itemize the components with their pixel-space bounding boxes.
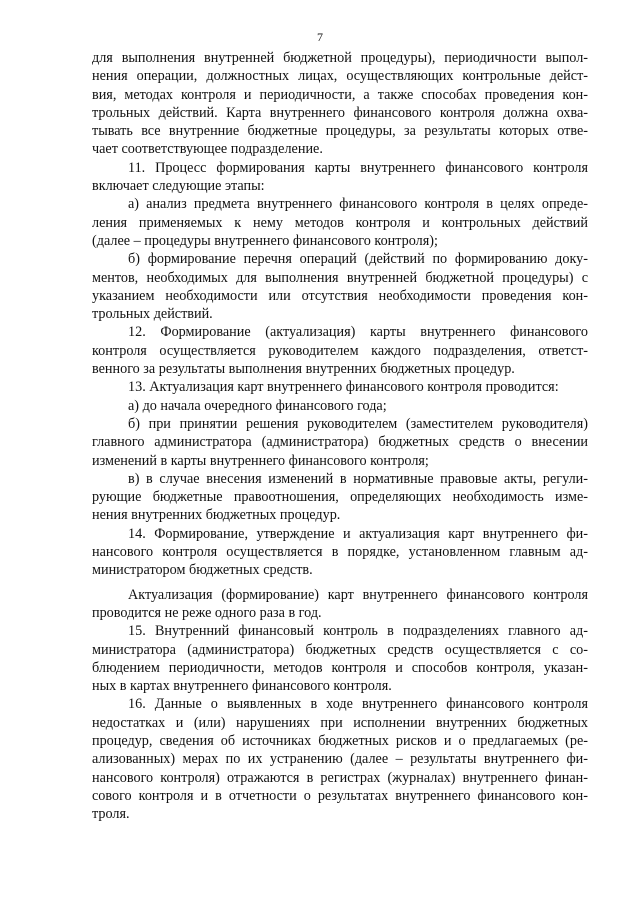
text-line: б) при принятии решения руководителем (заместителем руководителя) bbox=[128, 415, 588, 432]
text-line: нансового контроля осуществляется в порядке, установленном главным ад- bbox=[92, 544, 588, 561]
text-line: 12. Формирование (актуализация) карты внутреннего финансового bbox=[128, 324, 588, 341]
text-line: нения внутренних бюджетных процедур. bbox=[92, 507, 341, 524]
text-line: процедур, сведения об источниках бюджетных рисков и о предлагаемых (ре- bbox=[92, 732, 588, 749]
text-line: б) формирование перечня операций (действий по формированию доку- bbox=[128, 251, 588, 268]
text-line: рующие бюджетные правоотношения, определяющих необходимость изме- bbox=[92, 489, 588, 506]
paragraph bbox=[92, 586, 588, 623]
paragraph bbox=[92, 49, 588, 159]
text-line: ализованных) мерах по их устранению (далее – результаты внутреннего фи- bbox=[92, 751, 588, 768]
text-line: а) анализ предмета внутреннего финансового контроля в целях опреде- bbox=[128, 196, 588, 213]
paragraph bbox=[92, 323, 588, 378]
text-line: нансового контроля) отражаются в регистрах (журналах) внутреннего финан- bbox=[92, 769, 588, 786]
text-line: ных в картах внутреннего финансового контроля. bbox=[92, 678, 392, 695]
document-body bbox=[92, 49, 588, 823]
text-line: а) до начала очередного финансового года; bbox=[128, 397, 387, 414]
paragraph bbox=[92, 622, 588, 695]
page-number: 7 bbox=[317, 30, 323, 44]
paragraph bbox=[92, 695, 588, 823]
paragraph bbox=[92, 397, 588, 415]
text-line: министратора (администратора) бюджетных средств осуществляется с со- bbox=[92, 641, 588, 658]
paragraph bbox=[92, 470, 588, 525]
text-line: тывать все внутренние бюджетные процедуры, за результаты которых отве- bbox=[92, 123, 588, 140]
text-line: нения операции, должностных лицах, осуществляющих контрольные дейст- bbox=[92, 68, 588, 85]
text-line: 11. Процесс формирования карты внутреннего финансового контроля bbox=[128, 159, 588, 176]
text-line: троля. bbox=[92, 806, 130, 823]
text-line: недостатках и (или) нарушениях при исполнении внутренних бюджетных bbox=[92, 714, 588, 731]
text-line: 16. Данные о выявленных в ходе внутреннего финансового контроля bbox=[128, 696, 588, 713]
text-line: для выполнения внутренней бюджетной процедуры), периодичности выпол- bbox=[92, 50, 588, 66]
text-line: вия, методах контроля и периодичности, а также способах проведения кон- bbox=[92, 86, 588, 103]
text-line: изменений в карты внутреннего финансового контроля; bbox=[92, 452, 429, 469]
text-line: блюдением периодичности, методов контроля и способов контроля, указан- bbox=[92, 659, 588, 676]
text-line: контроля осуществляется руководителем каждого подразделения, ответст- bbox=[92, 342, 588, 359]
text-line: трольных действий. Карта внутреннего финансового контроля должна охва- bbox=[92, 104, 588, 121]
text-line: сового контроля и в отчетности о результатах внутреннего финансового кон- bbox=[92, 787, 588, 804]
text-line: венного за результаты выполнения внутренних бюджетных процедур. bbox=[92, 361, 515, 378]
paragraph bbox=[92, 525, 588, 580]
text-line: главного администратора (администратора) бюджетных средств о внесении bbox=[92, 434, 588, 451]
text-line: министратором бюджетных средств. bbox=[92, 562, 313, 579]
text-line: включает следующие этапы: bbox=[92, 178, 265, 195]
paragraph bbox=[92, 378, 588, 396]
text-line: ментов, необходимых для выполнения внутренней бюджетной процедуры) с bbox=[92, 269, 588, 286]
paragraph bbox=[92, 250, 588, 323]
text-line: 15. Внутренний финансовый контроль в подразделениях главного ад- bbox=[128, 623, 588, 640]
text-line: 14. Формирование, утверждение и актуализация карт внутреннего фи- bbox=[128, 525, 588, 542]
paragraph bbox=[92, 415, 588, 470]
text-line: указанием необходимости или отсутствия необходимости проведения кон- bbox=[92, 287, 588, 304]
text-line: трольных действий. bbox=[92, 306, 213, 323]
text-line: в) в случае внесения изменений в нормативные правовые акты, регули- bbox=[128, 470, 588, 487]
text-line: ления применяемых к нему методов контроля и контрольных действий bbox=[92, 214, 588, 231]
text-line: 13. Актуализация карт внутреннего финансового контроля проводится: bbox=[128, 379, 559, 396]
text-line: (далее – процедуры внутреннего финансового контроля); bbox=[92, 232, 438, 249]
text-line: чает соответствующее подразделение. bbox=[92, 141, 323, 158]
text-line: Актуализация (формирование) карт внутреннего финансового контроля bbox=[128, 586, 588, 603]
text-line: проводится не реже одного раза в год. bbox=[92, 604, 322, 621]
paragraph bbox=[92, 159, 588, 196]
paragraph bbox=[92, 195, 588, 250]
